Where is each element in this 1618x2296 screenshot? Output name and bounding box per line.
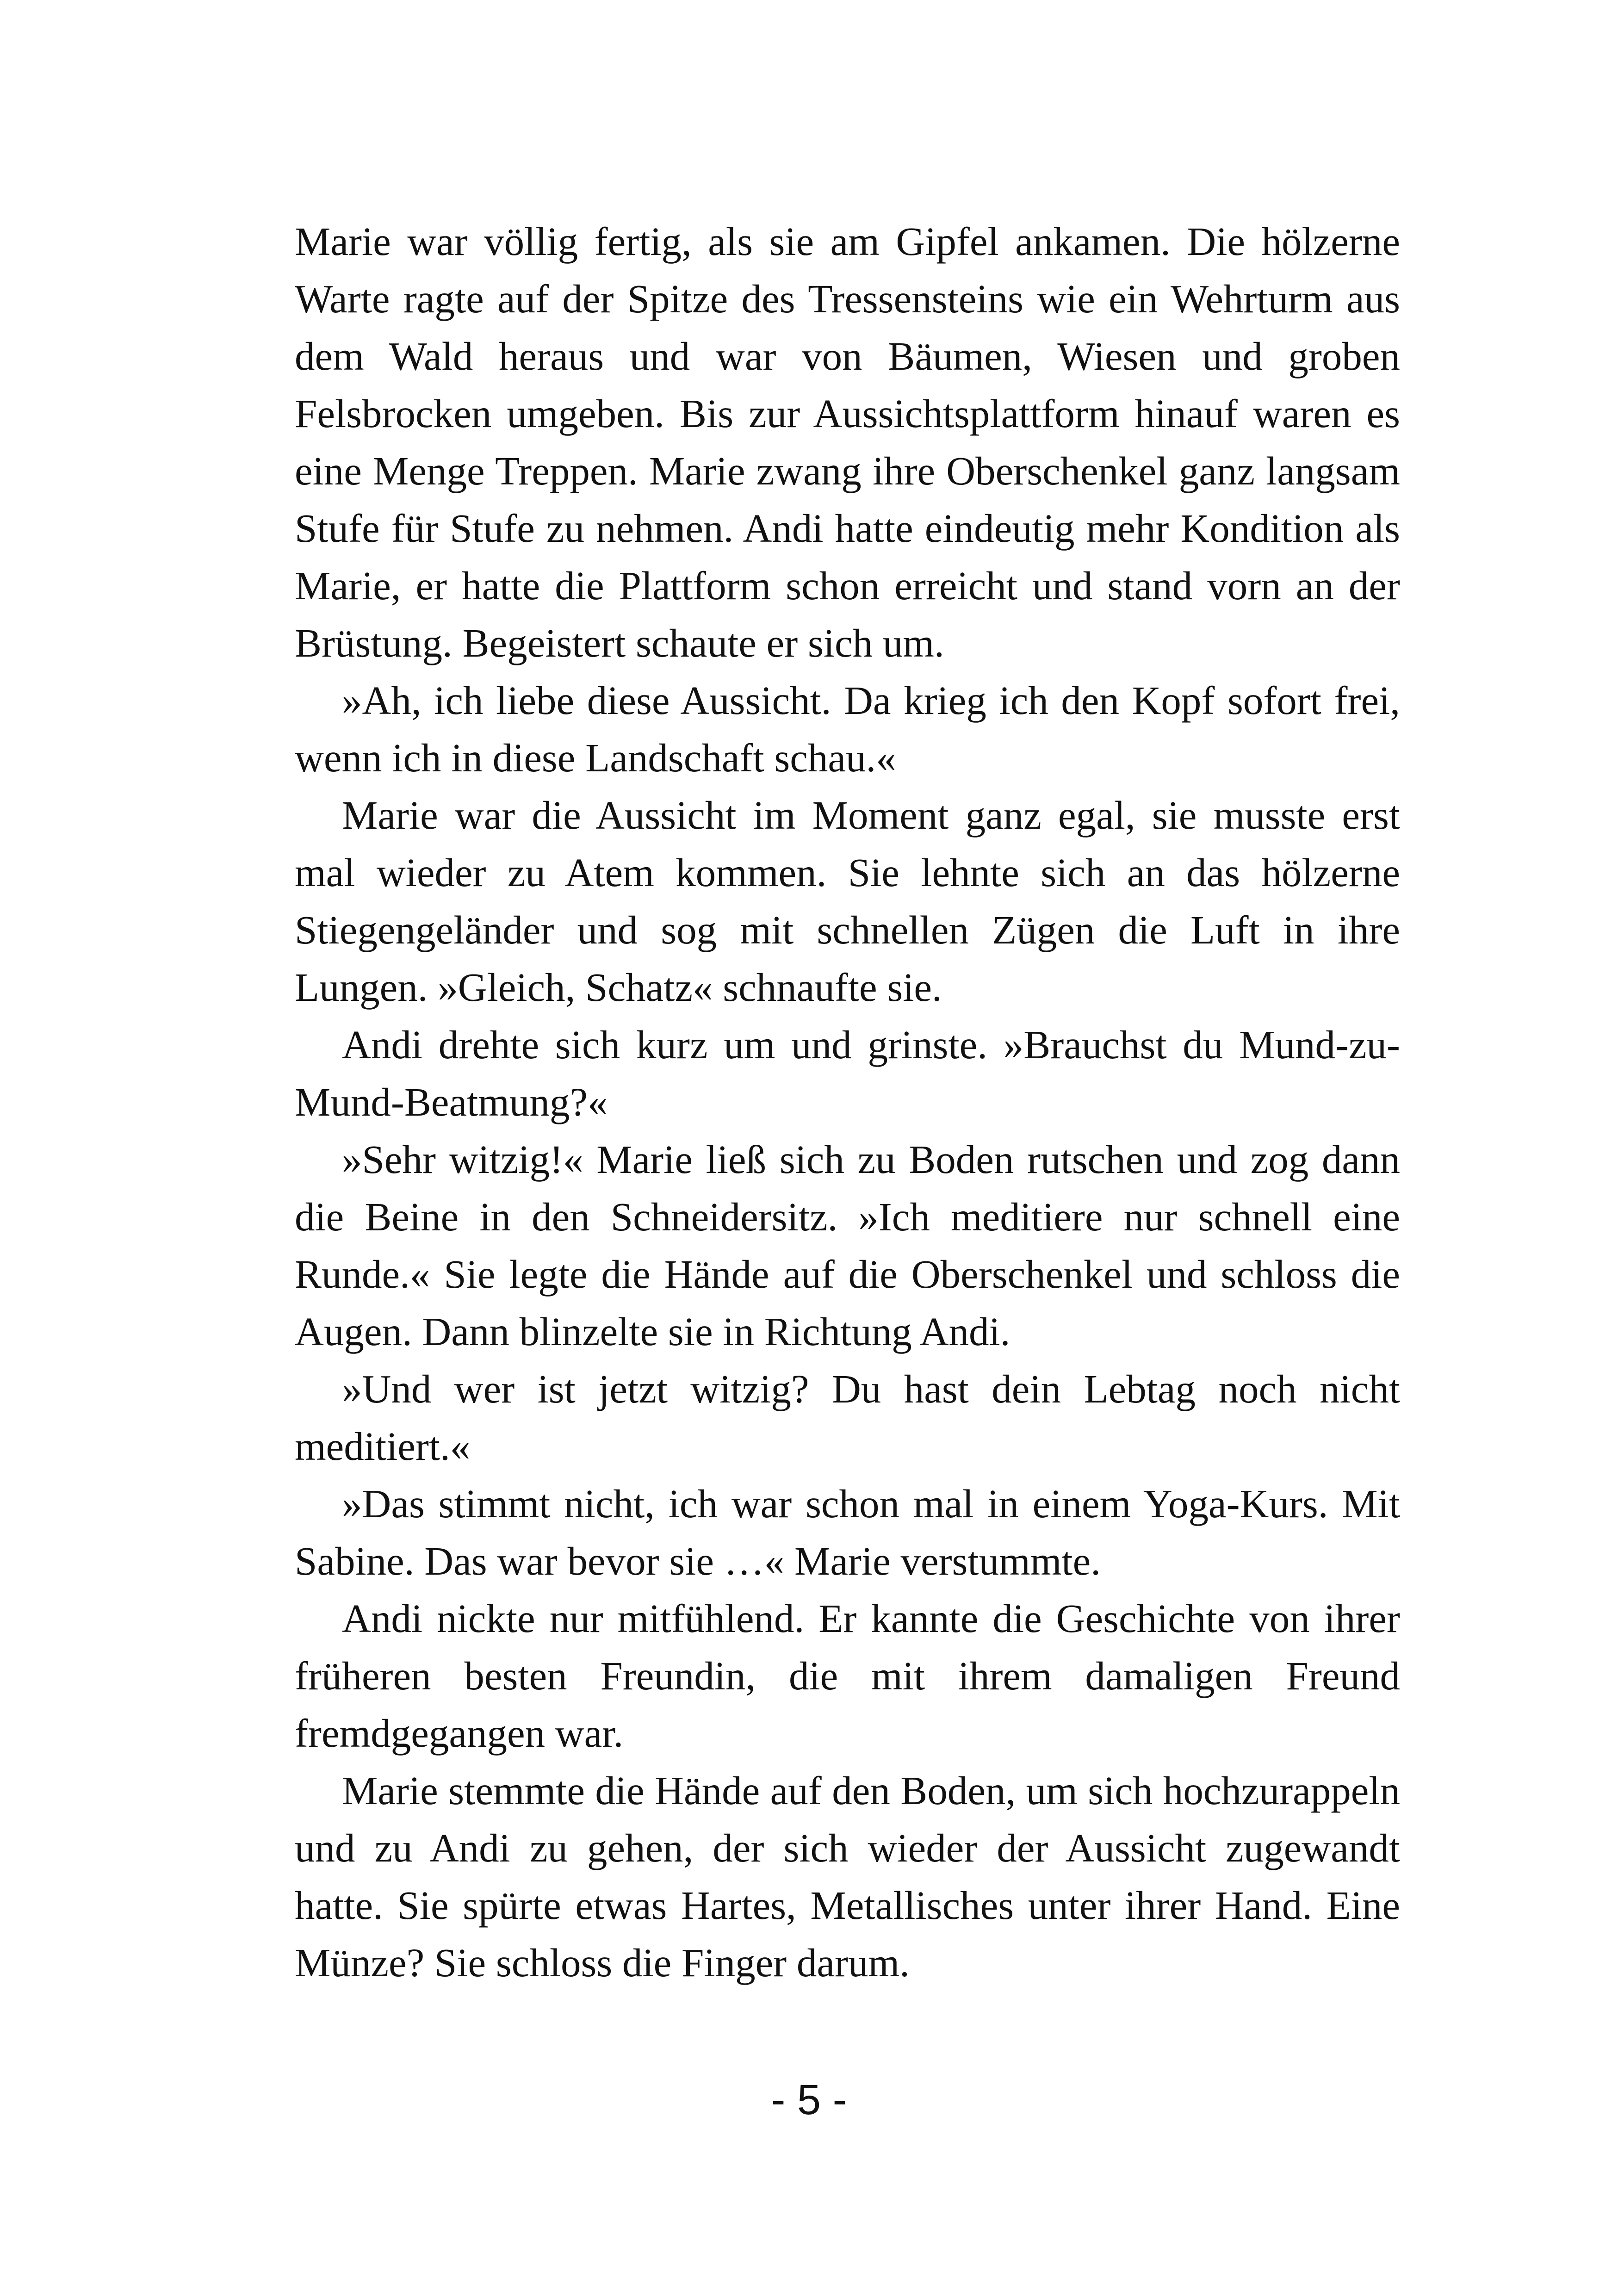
paragraph-3: Marie war die Aussicht im Moment ganz egal, sie musste erst mal wieder zu Atem kommen. Sie lehnte sich an das hölzerne Stiegengeländer und sog mit schnellen Zügen die Luft in ihre Lungen. »Gleich, Schatz« schnaufte sie. (295, 793, 1400, 1010)
paragraph-1: Marie war völlig fertig, als sie am Gipfel ankamen. Die hölzerne Warte ragte auf der Spitze des Tressensteins wie ein Wehrturm aus dem Wald heraus und war von Bäumen, Wiesen und groben Felsbrocken umgeben. Bis zur Aussichtsplattform hinauf waren es eine Menge Treppen. Marie zwang ihre Oberschenkel ganz langsam Stufe für Stufe zu nehmen. Andi hatte eindeutig mehr Kondition als Marie, er hatte die Plattform schon erreicht und stand vorn an der Brüstung. Begeistert schaute er sich um. (295, 219, 1400, 665)
paragraph-4: Andi drehte sich kurz um und grinste. »Brauchst du Mund-zu-Mund-Beatmung?« (295, 1022, 1400, 1124)
paragraph-6: »Und wer ist jetzt witzig? Du hast dein Lebtag noch nicht meditiert.« (295, 1366, 1400, 1469)
paragraph-5: »Sehr witzig!« Marie ließ sich zu Boden rutschen und zog dann die Beine in den Schneidersitz. »Ich meditiere nur schnell eine Runde.« Sie legte die Hände auf die Oberschenkel und schloss die Augen. Dann blinzelte sie in Richtung Andi. (295, 1137, 1400, 1354)
paragraph-2: »Ah, ich liebe diese Aussicht. Da krieg ich den Kopf sofort frei, wenn ich in diese Landschaft schau.« (295, 678, 1400, 780)
body-text (295, 213, 1400, 1992)
paragraph-7: »Das stimmt nicht, ich war schon mal in einem Yoga-Kurs. Mit Sabine. Das war bevor sie …« Marie verstummte. (295, 1481, 1400, 1583)
paragraph-9: Marie stemmte die Hände auf den Boden, um sich hochzurappeln und zu Andi zu gehen, der sich wieder der Aussicht zugewandt hatte. Sie spürte etwas Hartes, Metallisches unter ihrer Hand. Eine Münze? Sie schloss die Finger darum. (295, 1768, 1400, 1985)
paragraph-8: Andi nickte nur mitfühlend. Er kannte die Geschichte von ihrer früheren besten Freundin, die mit ihrem damaligen Freund fremdgegangen war. (295, 1596, 1400, 1756)
page-number: - 5 - (771, 2076, 847, 2123)
